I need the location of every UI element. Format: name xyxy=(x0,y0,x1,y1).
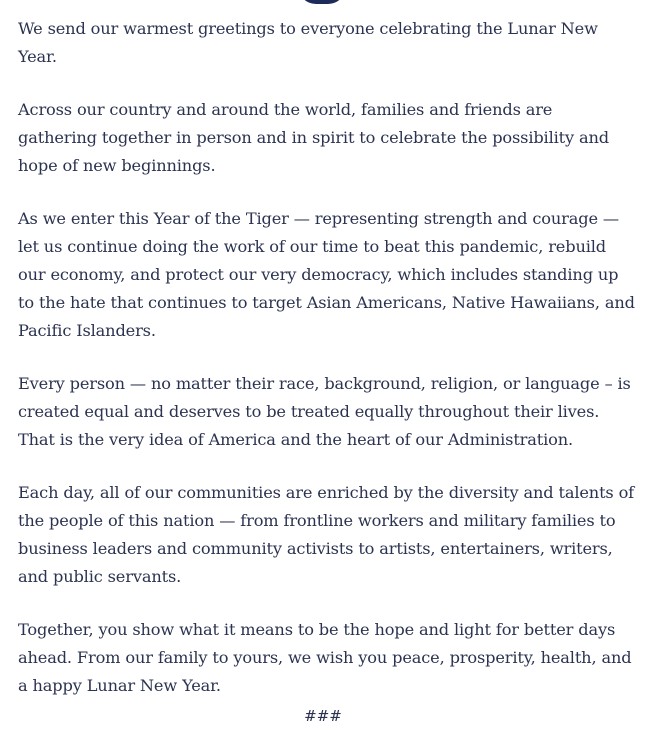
paragraph-year-of-tiger: As we enter this Year of the Tiger — representing strength and courage — let us continue doing the work of our time to beat this pandemic, rebuild our economy, and protect our very democracy, which includes standing up to the hate that continues to target Asian Americans, Native Hawaiians, and Pacific Islanders. xyxy=(18,209,635,340)
top-emblem-fragment xyxy=(298,0,346,4)
paragraph-closing: Together, you show what it means to be the hope and light for better days ahead. From our family to yours, we wish you peace, prosperity, health, and a happy Lunar New Year. xyxy=(18,620,632,695)
paragraph-equality: Every person — no matter their race, background, religion, or language – is created equal and deserves to be treated equally throughout their lives. That is the very idea of America and the heart of our Administration. xyxy=(18,374,631,449)
paragraph-gathering: Across our country and around the world, families and friends are gathering together in person and in spirit to celebrate the possibility and hope of new beginnings. xyxy=(18,100,609,175)
paragraph-communities: Each day, all of our communities are enriched by the diversity and talents of the people of this nation — from frontline workers and military families to business leaders and community activists to artists, entertainers, writers, and public servants. xyxy=(18,483,635,586)
end-mark: ### xyxy=(304,707,342,725)
statement-body xyxy=(18,15,636,725)
paragraph-greeting: We send our warmest greetings to everyone celebrating the Lunar New Year. xyxy=(18,19,598,66)
